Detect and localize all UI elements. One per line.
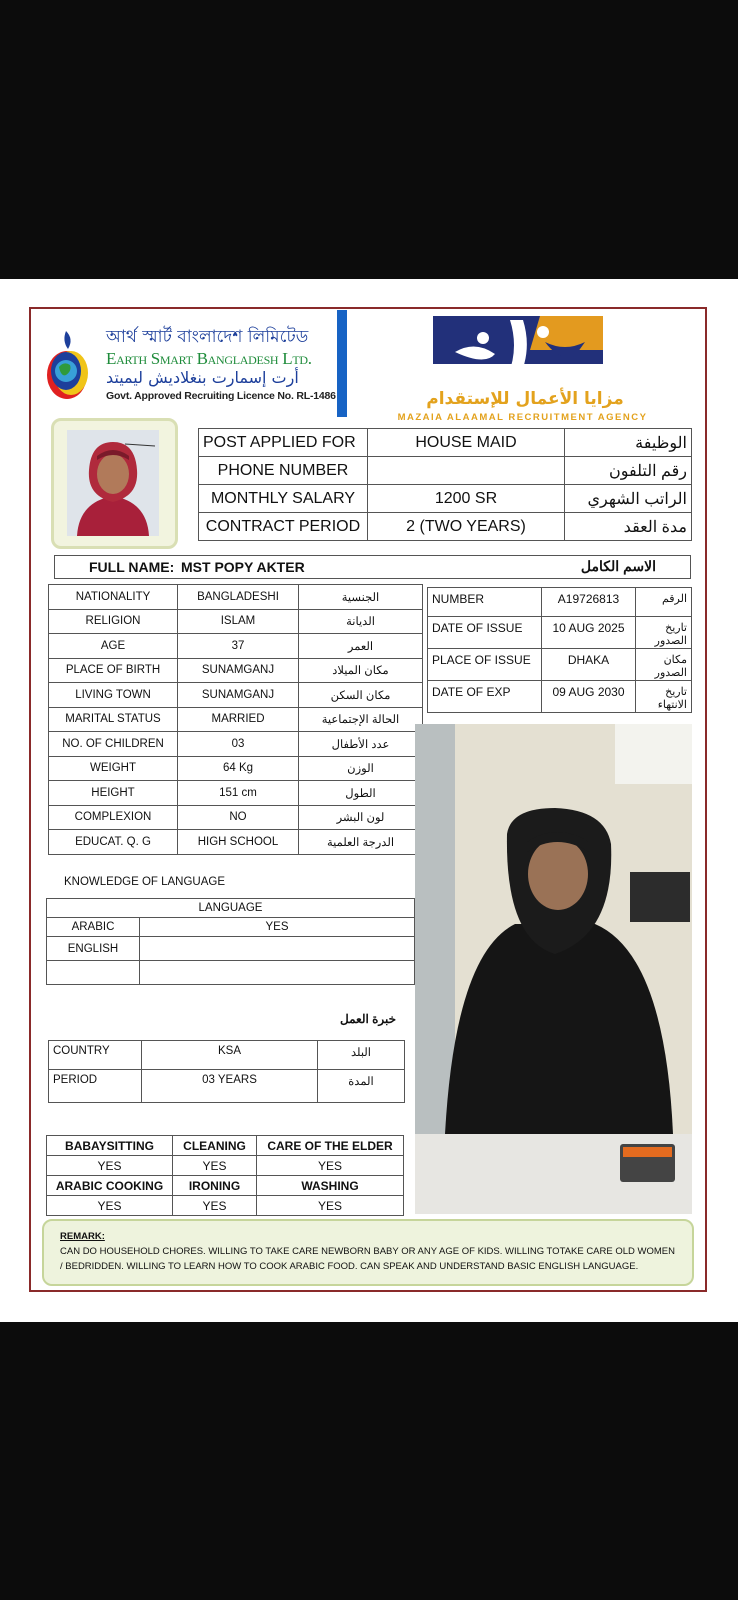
table-row [47,1196,404,1216]
full-name-value: MST POPY AKTER [181,559,305,575]
table-row [49,781,423,806]
table-row [199,457,692,485]
language-name [47,961,140,985]
personal-arabic: الدرجة العلمية [299,830,423,855]
work-experience-table [48,1040,405,1103]
passport-arabic: الرقم [636,588,692,617]
passport-value: 10 AUG 2025 [542,617,636,649]
personal-arabic: الوزن [299,756,423,781]
personal-label: COMPLEXION [49,805,178,830]
personal-label: AGE [49,634,178,659]
personal-arabic: الحالة الإجتماعية [299,707,423,732]
full-name-label: FULL NAME: [89,559,175,575]
job-value-phone [368,457,565,485]
table-row [428,588,692,617]
job-label-contract: CONTRACT PERIOD [199,513,368,541]
personal-value: BANGLADESHI [178,585,299,610]
table-row [428,649,692,681]
table-row [49,609,423,634]
language-name: ENGLISH [47,937,140,961]
table-row [47,899,415,918]
language-value [140,937,415,961]
job-value-salary: 1200 SR [368,485,565,513]
personal-label: PLACE OF BIRTH [49,658,178,683]
personal-value: ISLAM [178,609,299,634]
personal-arabic: الديانة [299,609,423,634]
table-row [47,961,415,985]
personal-value: 151 cm [178,781,299,806]
job-value-post: HOUSE MAID [368,429,565,457]
personal-value: SUNAMGANJ [178,658,299,683]
job-table [198,428,692,541]
skill-label: BABAYSITTING [47,1136,173,1156]
passport-table [427,587,692,713]
header-divider [337,310,347,417]
full-photo [415,724,692,1214]
company-name-arabic: أرت إسمارت بنغلاديش ليميتد [106,368,299,387]
passport-label: DATE OF EXP [428,681,542,713]
personal-details-table [48,584,423,855]
table-row [199,513,692,541]
agency-name-arabic: مزايا الأعمال للإستقدام [426,389,624,409]
mazaia-logo-icon [425,312,625,390]
company-name-bangla: আর্থ স্মার্ট বাংলাদেশ লিমিটেড [106,327,309,347]
work-value: 03 YEARS [142,1070,318,1103]
personal-arabic: العمر [299,634,423,659]
language-header: LANGUAGE [47,899,415,918]
table-row [49,683,423,708]
job-label-salary: MONTHLY SALARY [199,485,368,513]
personal-value: SUNAMGANJ [178,683,299,708]
job-arabic-salary: الراتب الشهري [565,485,692,513]
passport-label: DATE OF ISSUE [428,617,542,649]
skill-value: YES [173,1196,257,1216]
table-row [49,805,423,830]
personal-arabic: عدد الأطفال [299,732,423,757]
personal-label: LIVING TOWN [49,683,178,708]
remark-text: CAN DO HOUSEHOLD CHORES. WILLING TO TAKE CARE NEWBORN BABY OR ANY AGE OF KIDS. WILLING TOTAKE CARE OLD WOMEN / BEDRIDDEN. WILLING TO LEARN HOW TO COOK ARABIC FOOD. CAN SPEAK AND UNDERSTAND BASIC ENGLISH LANGUAGE. [60,1246,675,1272]
language-section-title: KNOWLEDGE OF LANGUAGE [64,876,226,888]
passport-label: NUMBER [428,588,542,617]
passport-arabic: تاريخ الصدور [636,617,692,649]
passport-arabic: تاريخ الانتهاء [636,681,692,713]
work-value: KSA [142,1041,318,1070]
table-row [47,937,415,961]
skill-value: YES [173,1156,257,1176]
full-name-bar [54,555,691,579]
personal-arabic: الطول [299,781,423,806]
language-value: YES [140,918,415,937]
personal-label: MARITAL STATUS [49,707,178,732]
personal-arabic: مكان السكن [299,683,423,708]
table-row [47,1176,404,1196]
job-arabic-post: الوظيفة [565,429,692,457]
table-row [49,658,423,683]
passport-label: PLACE OF ISSUE [428,649,542,681]
table-row [49,732,423,757]
table-row [49,634,423,659]
licence-number: Govt. Approved Recruiting Licence No. RL-1486 [106,390,336,402]
skills-table [46,1135,404,1216]
personal-value: HIGH SCHOOL [178,830,299,855]
passport-value: DHAKA [542,649,636,681]
personal-label: EDUCAT. Q. G [49,830,178,855]
full-name-arabic: الاسم الكامل [580,558,656,574]
table-row [428,617,692,649]
table-row [49,756,423,781]
table-row [49,830,423,855]
table-row [49,707,423,732]
skill-value: YES [257,1156,404,1176]
job-value-contract: 2 (TWO YEARS) [368,513,565,541]
personal-arabic: لون البشر [299,805,423,830]
personal-label: RELIGION [49,609,178,634]
skill-label: WASHING [257,1176,404,1196]
table-row [47,1156,404,1176]
passport-value: 09 AUG 2030 [542,681,636,713]
work-arabic: البلد [318,1041,405,1070]
work-label: COUNTRY [49,1041,142,1070]
personal-value: NO [178,805,299,830]
skill-value: YES [257,1196,404,1216]
skill-label: CARE OF THE ELDER [257,1136,404,1156]
work-experience-title: خبرة العمل [340,1012,397,1026]
job-arabic-phone: رقم التلفون [565,457,692,485]
language-value [140,961,415,985]
personal-label: HEIGHT [49,781,178,806]
personal-arabic: مكان الميلاد [299,658,423,683]
passport-value: A19726813 [542,588,636,617]
table-row [49,585,423,610]
skill-label: ARABIC COOKING [47,1176,173,1196]
personal-value: 37 [178,634,299,659]
table-row [428,681,692,713]
work-arabic: المدة [318,1070,405,1103]
table-row [49,1070,405,1103]
job-label-phone: PHONE NUMBER [199,457,368,485]
earth-smart-logo-icon [42,327,92,403]
personal-arabic: الجنسية [299,585,423,610]
skill-value: YES [47,1196,173,1216]
passport-photo [67,430,159,536]
agency-name-english: MAZAIA ALAAMAL RECRUITMENT AGENCY [397,412,648,423]
job-label-post: POST APPLIED FOR [199,429,368,457]
personal-value: MARRIED [178,707,299,732]
table-row [199,485,692,513]
skill-label: IRONING [173,1176,257,1196]
language-table [46,898,415,985]
table-row [199,429,692,457]
company-name-english: Earth Smart Bangladesh Ltd. [106,349,312,368]
language-name: ARABIC [47,918,140,937]
job-arabic-contract: مدة العقد [565,513,692,541]
remark-box [42,1219,694,1286]
personal-label: WEIGHT [49,756,178,781]
remark-title: REMARK: [60,1231,105,1242]
table-row [47,1136,404,1156]
work-label: PERIOD [49,1070,142,1103]
personal-value: 64 Kg [178,756,299,781]
table-row [47,918,415,937]
personal-label: NATIONALITY [49,585,178,610]
table-row [49,1041,405,1070]
skill-value: YES [47,1156,173,1176]
personal-label: NO. OF CHILDREN [49,732,178,757]
personal-value: 03 [178,732,299,757]
passport-arabic: مكان الصدور [636,649,692,681]
skill-label: CLEANING [173,1136,257,1156]
